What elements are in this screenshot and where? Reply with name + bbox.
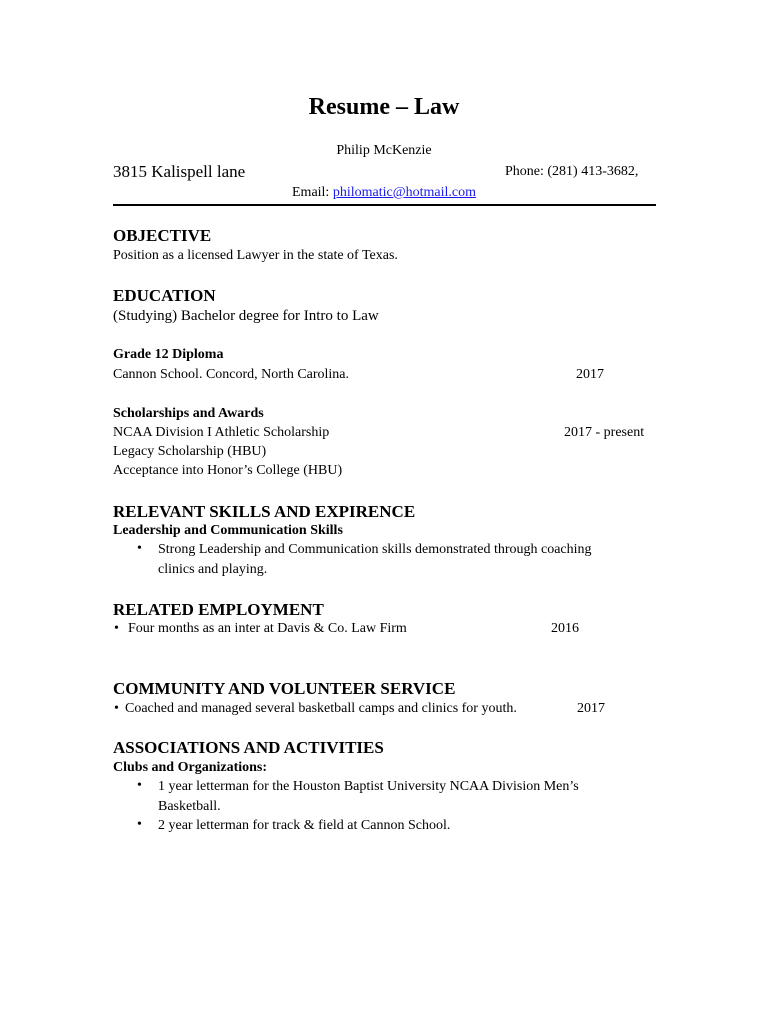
objective-heading: OBJECTIVE [113, 226, 212, 245]
award-item: Legacy Scholarship (HBU) [113, 444, 267, 459]
email-line [0, 185, 768, 201]
skills-heading: RELEVANT SKILLS AND EXPIRENCE [113, 502, 416, 521]
education-heading: EDUCATION [113, 286, 216, 305]
objective-text: Position as a licensed Lawyer in the state of Texas. [113, 248, 398, 263]
bullet-marker: • [114, 701, 119, 716]
association-item: 2 year letterman for track & field at Cannon School. [158, 818, 451, 833]
diploma-heading: Grade 12 Diploma [113, 347, 224, 362]
bullet-marker: • [114, 621, 119, 636]
award-item: NCAA Division I Athletic Scholarship [113, 425, 330, 440]
phone: Phone: (281) 413-3682, [505, 164, 639, 179]
bullet-marker: • [137, 817, 142, 832]
diploma-school: Cannon School. Concord, North Carolina. [113, 367, 350, 382]
employment-item: Four months as an inter at Davis & Co. Law Firm [128, 621, 407, 636]
skills-bullet-text-cont: clinics and playing. [158, 562, 268, 577]
associations-heading: ASSOCIATIONS AND ACTIVITIES [113, 738, 384, 757]
community-item: Coached and managed several basketball camps and clinics for youth. [125, 701, 517, 716]
associations-subheading: Clubs and Organizations: [113, 760, 268, 775]
header-divider [113, 204, 656, 206]
community-year: 2017 [577, 701, 605, 716]
skills-subheading: Leadership and Communication Skills [113, 523, 343, 538]
community-heading: COMMUNITY AND VOLUNTEER SERVICE [113, 679, 456, 698]
diploma-year: 2017 [576, 367, 604, 382]
bullet-marker: • [137, 778, 142, 793]
skills-bullet-text: Strong Leadership and Communication skills demonstrated through coaching [158, 542, 592, 557]
award-item: Acceptance into Honor’s College (HBU) [113, 463, 343, 478]
resume-title: Resume – Law [308, 94, 460, 120]
applicant-name: Philip McKenzie [336, 143, 432, 158]
email-link[interactable]: philomatic@hotmail.com [332, 185, 476, 200]
association-item: 1 year letterman for the Houston Baptist University NCAA Division Men’s [158, 779, 579, 794]
email-label: Email: [292, 185, 333, 200]
employment-year: 2016 [551, 621, 579, 636]
address: 3815 Kalispell lane [113, 162, 246, 181]
awards-heading: Scholarships and Awards [113, 406, 264, 421]
education-studying: (Studying) Bachelor degree for Intro to Law [113, 308, 379, 324]
award-date: 2017 - present [564, 425, 645, 440]
employment-heading: RELATED EMPLOYMENT [113, 600, 324, 619]
association-item-cont: Basketball. [158, 799, 221, 814]
bullet-marker: • [137, 541, 142, 556]
